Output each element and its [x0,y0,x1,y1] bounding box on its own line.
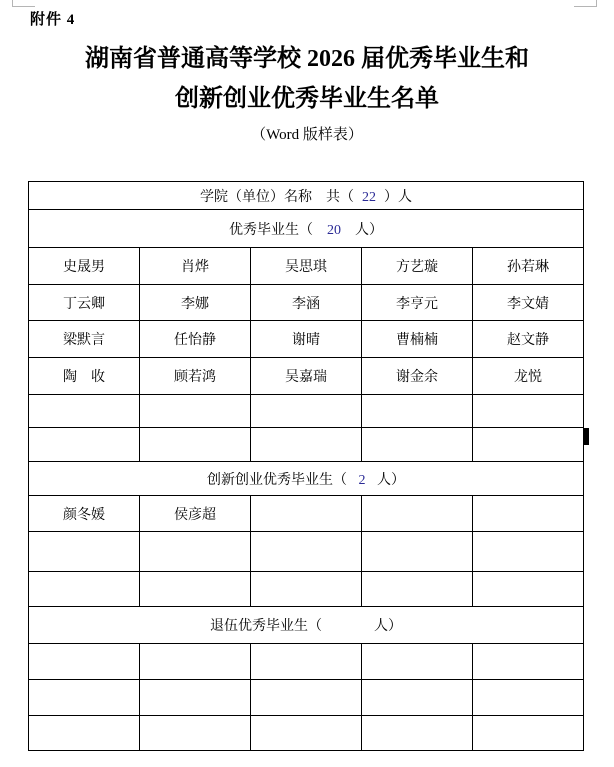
table-row [29,496,584,532]
empty-cell [362,428,473,462]
name-cell: 李涵 [251,285,362,321]
empty-cell [362,532,473,572]
name-cell: 梁默言 [29,321,140,358]
empty-cell [140,532,251,572]
table-row [29,607,584,644]
name-cell: 丁云卿 [29,285,140,321]
name-cell: 谢晴 [251,321,362,358]
name-cell: 陶 收 [29,358,140,395]
empty-cell [473,532,584,572]
unit-header-prefix: 学院（单位）名称 共（ [200,189,354,205]
empty-cell [251,428,362,462]
table-row [29,572,584,607]
section-header-cell [29,210,584,248]
empty-cell [362,680,473,716]
section-header-suffix: 人） [377,472,405,488]
name-cell: 颜冬媛 [29,496,140,532]
empty-cell [140,395,251,428]
empty-cell [29,532,140,572]
empty-cell [29,428,140,462]
empty-cell [140,680,251,716]
empty-cell [29,644,140,680]
empty-cell [29,680,140,716]
name-cell: 方艺璇 [362,248,473,285]
name-cell: 吴嘉瑞 [251,358,362,395]
empty-cell [29,716,140,751]
empty-cell [473,428,584,462]
section-header-prefix: 优秀毕业生（ [229,222,313,238]
document-subtitle: （Word 版样表） [251,127,363,143]
name-cell: 顾若鸿 [140,358,251,395]
page-edge-mark [583,428,589,445]
empty-cell [362,644,473,680]
empty-cell [251,532,362,572]
table-row [29,462,584,496]
section-header-suffix: 人） [374,619,402,634]
empty-cell [140,428,251,462]
name-cell: 吴思琪 [251,248,362,285]
name-cell: 李娜 [140,285,251,321]
empty-cell [473,680,584,716]
section-count-value: 2 [358,472,366,488]
page-margin-cropmark-left [12,0,35,7]
name-cell: 李亨元 [362,285,473,321]
empty-cell [29,572,140,607]
document-title-line2: 创新创业优秀毕业生名单 [175,86,439,112]
table-row [29,358,584,395]
document-title-line1: 湖南省普通高等学校 2026 届优秀毕业生和 [85,46,529,72]
empty-cell [362,395,473,428]
empty-cell [251,572,362,607]
name-cell: 李文婧 [473,285,584,321]
empty-cell [362,716,473,751]
name-cell: 曹楠楠 [362,321,473,358]
unit-header-suffix: ）人 [384,189,412,205]
empty-cell [473,716,584,751]
empty-cell [251,644,362,680]
name-cell: 孙若琳 [473,248,584,285]
name-cell: 谢金余 [362,358,473,395]
empty-cell [362,496,473,532]
table-row [29,428,584,462]
empty-cell [251,496,362,532]
table-row [29,321,584,358]
table-row [29,644,584,680]
table-row [29,285,584,321]
empty-cell [473,644,584,680]
empty-cell [140,572,251,607]
table-row [29,680,584,716]
empty-cell [473,395,584,428]
table-row [29,395,584,428]
empty-cell [29,395,140,428]
section-header-cell [29,607,584,644]
section-count-value: 20 [327,222,341,238]
empty-cell [251,680,362,716]
unit-summary-cell [29,182,584,210]
empty-cell [473,496,584,532]
empty-cell [473,572,584,607]
graduates-table [28,181,584,751]
name-cell: 肖烨 [140,248,251,285]
table-row [29,532,584,572]
empty-cell [140,644,251,680]
total-count-value: 22 [362,189,376,205]
section-header-suffix: 人） [355,222,383,238]
empty-cell [140,716,251,751]
table-row [29,210,584,248]
name-cell: 龙悦 [473,358,584,395]
name-cell: 史晟男 [29,248,140,285]
attachment-label: 附件 4 [30,12,76,28]
empty-cell [251,395,362,428]
empty-cell [251,716,362,751]
table-row [29,182,584,210]
name-cell: 任怡静 [140,321,251,358]
name-cell: 赵文静 [473,321,584,358]
section-header-cell [29,462,584,496]
section-header-prefix: 创新创业优秀毕业生（ [207,472,347,488]
empty-cell [362,572,473,607]
section-header-prefix: 退伍优秀毕业生（ [210,619,322,634]
table-row [29,716,584,751]
page-margin-cropmark-right [574,0,597,7]
table-row [29,248,584,285]
name-cell: 侯彦超 [140,496,251,532]
